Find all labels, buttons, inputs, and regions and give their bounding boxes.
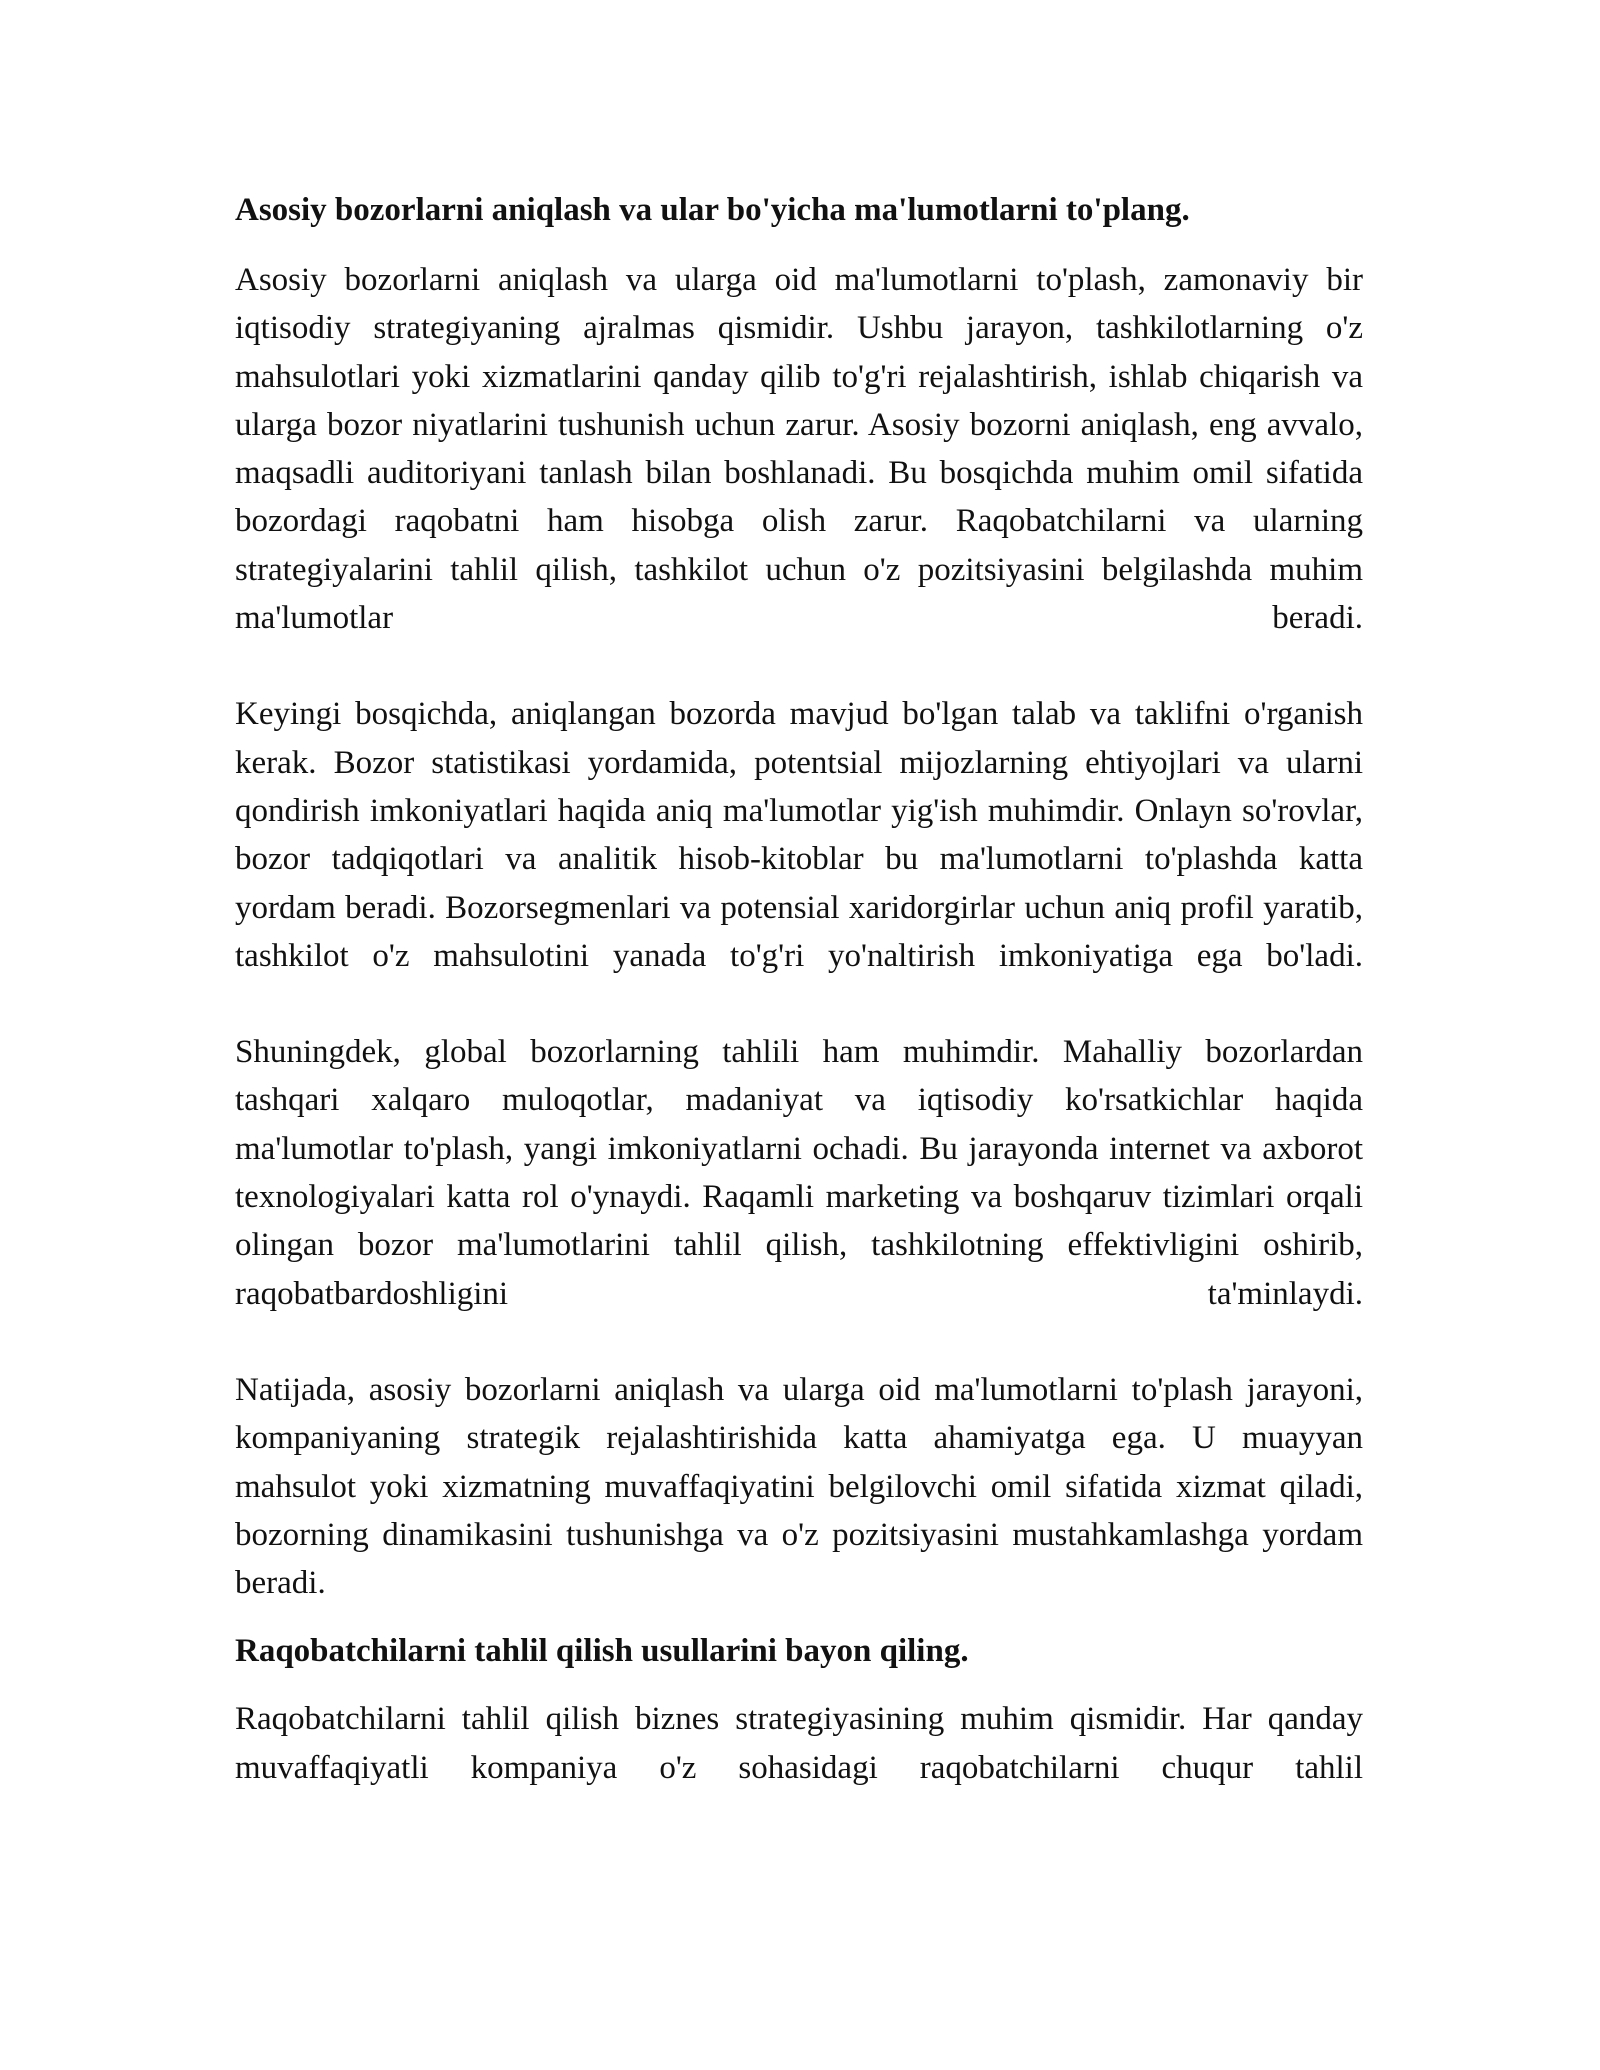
paragraph-spacer [235, 642, 1363, 690]
paragraph-conclusion: Natijada, asosiy bozorlarni aniqlash va ularga oid ma'lumotlarni to'plash jarayoni, kompaniyaning strategik rejalashtirishida katta ahamiyatga ega. U muayyan mahsulot yoki xizmatning muvaffaqiyatini belgilovchi omil sifatida xizmat qiladi, bozorning dinamikasini tushunishga va o'z pozitsiyasini mustahkamlashga yordam beradi. [235, 1371, 1363, 1602]
paragraph-demand-supply: Keyingi bosqichda, aniqlangan bozorda mavjud bo'lgan talab va taklifni o'rganish kerak. Bozor statistikasi yordamida, potentsial mijozlarning ehtiyojlari va ularni qondirish imkoniyatlari haqida aniq ma'lumotlar yig'ish muhimdir. Onlayn so'rovlar, bozor tadqiqotlari va analitik hisob-kitoblar bu ma'lumotlarni to'plashda katta yordam beradi. Bozorsegmenlari va potensial xaridorgirlar uchun aniq profil yaratib, tashkilot o'z mahsulotini yanada to'g'ri yo'naltirish imkoniyatiga ega bo'ladi. [235, 696, 1363, 974]
paragraph-markets-intro: Asosiy bozorlarni aniqlash va ularga oid ma'lumotlarni to'plash, zamonaviy bir iqtisodiy strategiyaning ajralmas qismidir. Ushbu jarayon, tashkilotlarning o'z mahsulotlari yoki xizmatlarini qanday qilib to'g'ri rejalashtirish, ishlab chiqarish va ularga bozor niyatlarini tushunish uchun zarur. Asosiy bozorni aniqlash, eng avvalo, maqsadli auditoriyani tanlash bilan boshlanadi. Bu bosqichda muhim omil sifatida bozordagi raqobatni ham hisobga olish zarur. Raqobatchilarni va ularning strategiyalarini tahlil qilish, tashkilot uchun o'z pozitsiyasini belgilashda muhim ma'lumotlar beradi. [235, 262, 1363, 637]
paragraph-competitor-analysis: Raqobatchilarni tahlil qilish biznes strategiyasining muhim qismidir. Har qanday muvaffaqiyatli kompaniya o'z sohasidagi raqobatchilarni chuqur tahlil [235, 1701, 1363, 1786]
document-page [235, 186, 1363, 1792]
section-heading-competitors: Raqobatchilarni tahlil qilish usullarini bayon qiling. [235, 1633, 969, 1670]
paragraph-global-markets: Shuningdek, global bozorlarning tahlili ham muhimdir. Mahalliy bozorlardan tashqari xalqaro muloqotlar, madaniyat va iqtisodiy ko'rsatkichlar haqida ma'lumotlar to'plash, yangi imkoniyatlarni ochadi. Bu jarayonda internet va axborot texnologiyalari katta rol o'ynaydi. Raqamli marketing va boshqaruv tizimlari orqali olingan bozor ma'lumotlarini tahlil qilish, tashkilotning effektivligini oshirib, raqobatbardoshligini ta'minlaydi. [235, 1034, 1363, 1312]
section-heading-markets: Asosiy bozorlarni aniqlash va ular bo'yicha ma'lumotlarni to'plang. [235, 192, 1190, 228]
paragraph-spacer [235, 1318, 1363, 1366]
paragraph-spacer [235, 980, 1363, 1028]
